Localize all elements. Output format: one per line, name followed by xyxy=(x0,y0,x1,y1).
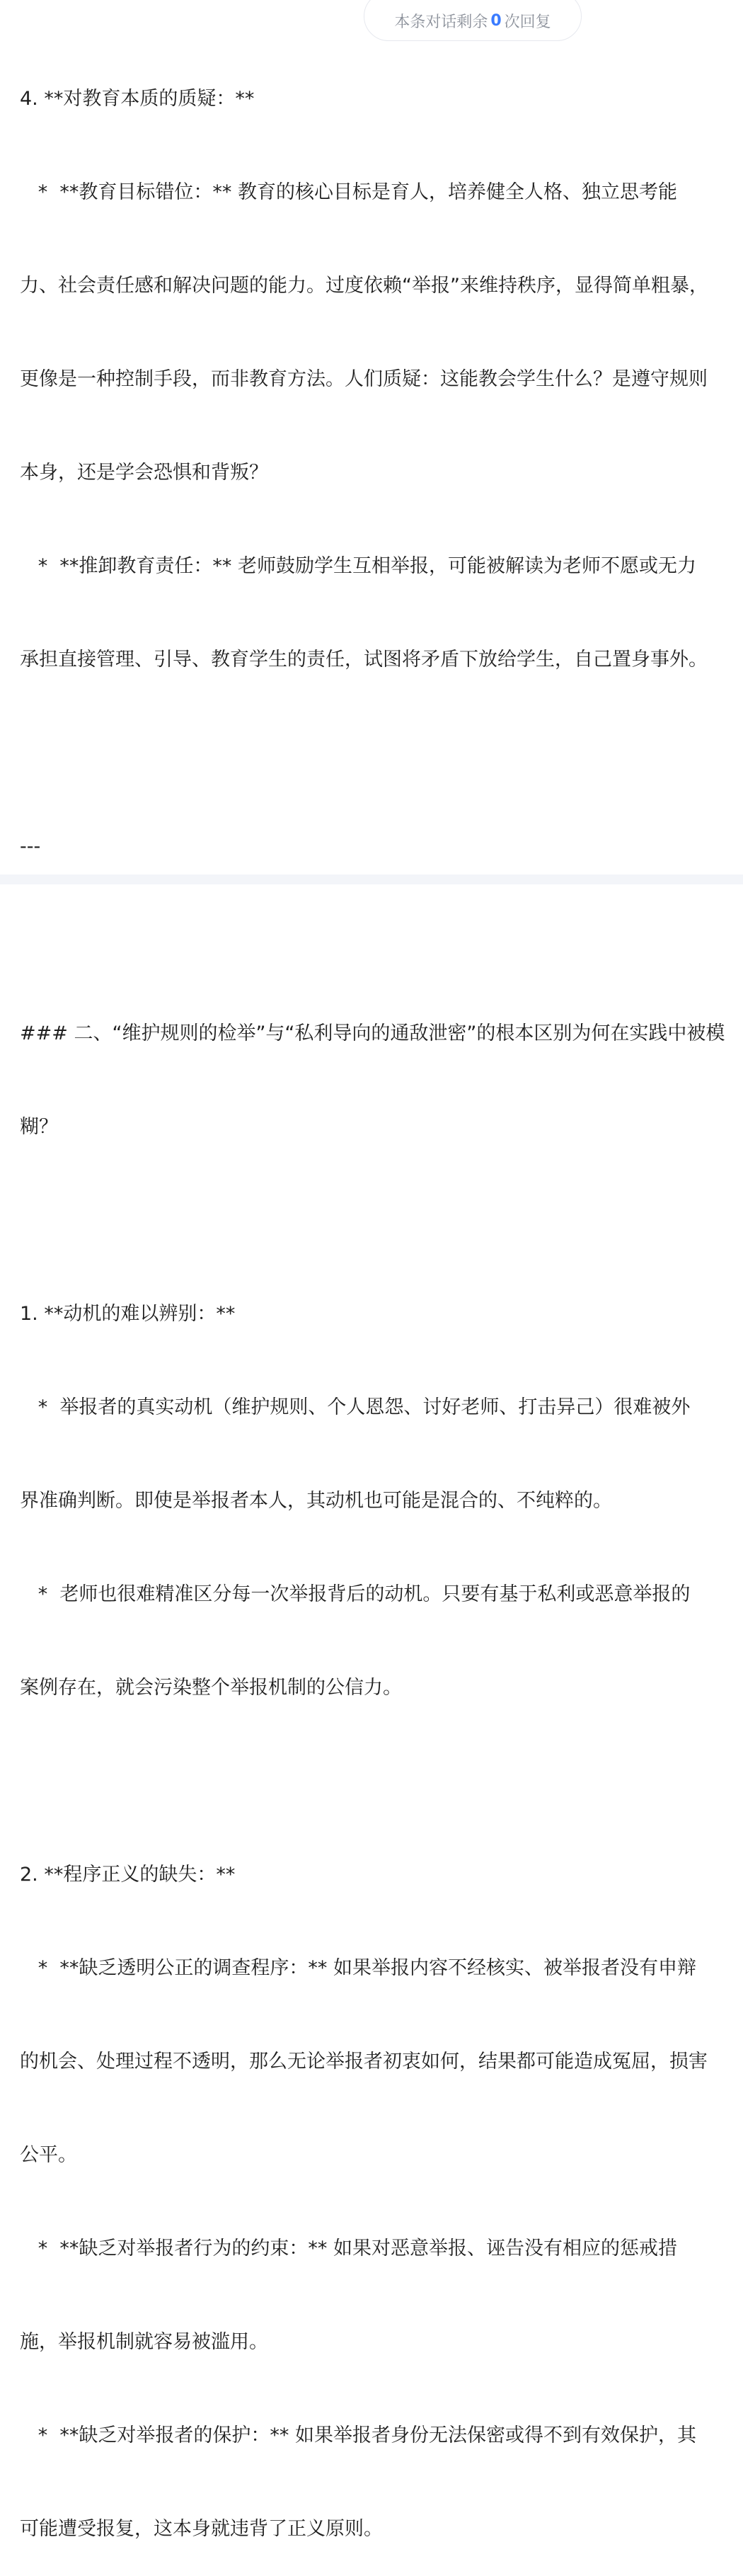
text-line: 力、社会责任感和解决问题的能力。过度依赖“举报”来维持秩序，显得简单粗暴， xyxy=(20,275,708,297)
text-line: 施，举报机制就容易被滥用。 xyxy=(20,2331,268,2353)
text-line: 更像是一种控制手段，而非教育方法。人们质疑：这能教会学生什么？是遵守规则 xyxy=(20,368,708,390)
badge-prefix: 本条对话剩余 xyxy=(394,13,488,31)
blank-line xyxy=(20,738,737,769)
text-line: * **缺乏透明公正的调查程序：** 如果举报内容不经核实、被举报者没有申辩 xyxy=(20,1957,696,1979)
bottom-divider-bar xyxy=(0,874,743,884)
text-line: 案例存在，就会污染整个举报机制的公信力。 xyxy=(20,1677,402,1699)
text-line: 本身，还是学会恐惧和背叛？ xyxy=(20,462,268,484)
text-line: * **缺乏对举报者行为的约束：** 如果对恶意举报、诬告没有相应的惩戒措 xyxy=(20,2238,677,2259)
text-line: * **缺乏对举报者的保护：** 如果举报者身份无法保密或得不到有效保护，其 xyxy=(20,2424,696,2446)
blank-line xyxy=(20,925,737,956)
section-heading-cont: 糊？ xyxy=(20,1116,58,1138)
text-line: 1. **动机的难以辨别：** xyxy=(20,1303,236,1325)
text-line: 界准确判断。即使是举报者本人，其动机也可能是混合的、不纯粹的。 xyxy=(20,1490,612,1512)
text-line: 的机会、处理过程不透明，那么无论举报者初衷如何，结果都可能造成冤屈，损害 xyxy=(20,2051,708,2073)
text-line: * 举报者的真实动机（维护规则、个人恩怨、讨好老师、打击异己）很难被外 xyxy=(20,1396,691,1418)
text-line: 4. **对教育本质的质疑：** xyxy=(20,88,255,110)
section-heading: ### 二、“维护规则的检举”与“私利导向的通敌泄密”的根本区别为何在实践中被模 xyxy=(20,1022,725,1044)
message-body xyxy=(20,21,737,2576)
text-line: 公平。 xyxy=(20,2144,77,2166)
text-line: * 老师也很难精准区分每一次举报背后的动机。只要有基于私利或恶意举报的 xyxy=(20,1583,691,1605)
text-line: 承担直接管理、引导、教育学生的责任，试图将矛盾下放给学生，自己置身事外。 xyxy=(20,649,708,671)
remaining-replies-badge xyxy=(364,0,582,41)
remaining-count: 0 xyxy=(490,11,502,30)
horizontal-rule-markdown: --- xyxy=(20,836,41,857)
badge-suffix: 次回复 xyxy=(504,13,551,31)
blank-line xyxy=(20,1766,737,1797)
text-line: * **推卸教育责任：** 老师鼓励学生互相举报，可能被解读为老师不愿或无力 xyxy=(20,555,696,577)
text-line: 2. **程序正义的缺失：** xyxy=(20,1864,236,1886)
text-line: 可能遭受报复，这本身就违背了正义原则。 xyxy=(20,2518,383,2540)
text-line: * **教育目标错位：** 教育的核心目标是育人，培养健全人格、独立思考能 xyxy=(20,181,677,203)
blank-line xyxy=(20,1205,737,1236)
